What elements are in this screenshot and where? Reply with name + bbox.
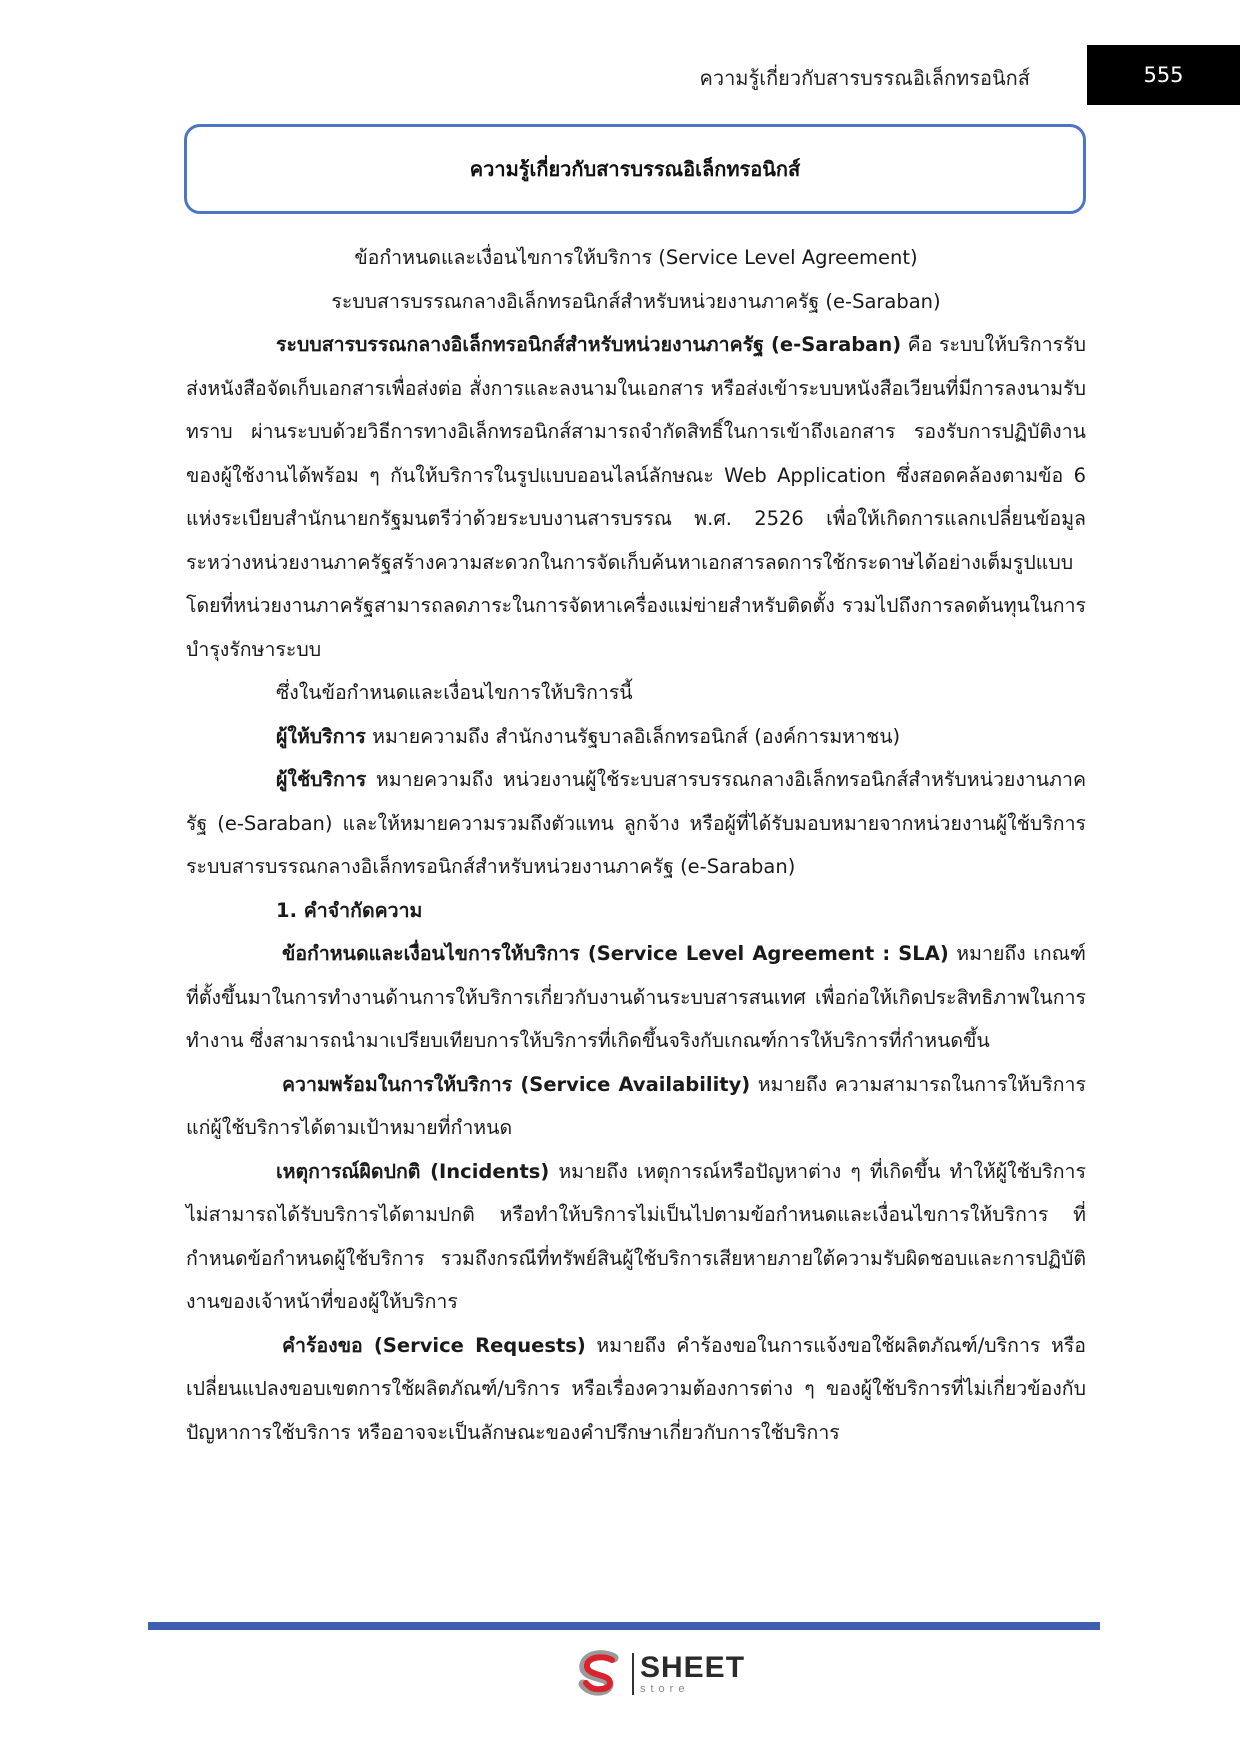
requests-term: คำร้องขอ (Service Requests) [282,1333,586,1357]
running-header-title: ความรู้เกี่ยวกับสารบรรณอิเล็กทรอนิกส์ [699,66,1030,90]
incidents-term: เหตุการณ์ผิดปกติ (Incidents) [276,1159,550,1183]
provider-paragraph [186,715,1086,759]
footer-logo [574,1648,745,1700]
logo-subword: store [640,1683,690,1695]
sla-definition: หมายถึง เกณฑ์ที่ตั้งขึ้นมาในการทำงานด้านการให้บริการเกี่ยวกับงานด้านระบบสารสนเทศ เพื่อก่อให้เกิดประสิทธิภาพในการทำงาน ซึ่งสามารถนำมาเปรียบเทียบการให้บริการที่เกิดขึ้นจริงกับเกณฑ์การให้บริการที่กำหนดขึ้น [186,942,1086,1052]
availability-term: ความพร้อมในการให้บริการ (Service Availability) [282,1072,751,1096]
subtitle-sla: ข้อกำหนดและเงื่อนไขการให้บริการ (Service Level Agreement) [354,246,918,269]
intro-term: ระบบสารบรรณกลางอิเล็กทรอนิกส์สำหรับหน่วยงานภาครัฐ (e-Saraban) [276,333,902,356]
intro-paragraph [186,323,1086,671]
document-body [186,236,1086,1454]
sla-paragraph [186,932,1086,1063]
section-heading-text: 1. คำจำกัดความ [276,898,423,922]
logo-word: SHEET [640,1651,746,1684]
page-number: 555 [1143,63,1184,87]
availability-definition: หมายถึง ความสามารถในการให้บริการแก่ผู้ใช้บริการได้ตามเป้าหมายที่กำหนด [186,1072,1086,1139]
requests-definition: หมายถึง คำร้องขอในการแจ้งขอใช้ผลิตภัณฑ์/บริการ หรือเปลี่ยนแปลงขอบเขตการใช้ผลิตภัณฑ์/บริการ หรือเรื่องความต้องการต่าง ๆ ของผู้ใช้บริการที่ไม่เกี่ยวข้องกับปัญหาการใช้บริการ หรืออาจจะเป็นลักษณะของคำปรึกษาเกี่ยวกับการใช้บริการ [186,1333,1086,1444]
provider-definition: หมายความถึง สำนักงานรัฐบาลอิเล็กทรอนิกส์ (องค์การมหาชน) [365,724,901,748]
user-paragraph [186,758,1086,889]
availability-paragraph [186,1063,1086,1150]
requests-paragraph [186,1324,1086,1455]
incidents-paragraph [186,1150,1086,1324]
logo-text [640,1653,745,1695]
incidents-definition: หมายถึง เหตุการณ์หรือปัญหาต่าง ๆ ที่เกิดขึ้น ทำให้ผู้ใช้บริการไม่สามารถได้รับบริการได้ตามปกติ หรือทำให้บริการไม่เป็นไปตามข้อกำหนดและเงื่อนไขการให้บริการ ที่กำหนดข้อกำหนดผู้ใช้บริการ รวมถึงกรณีที่ทรัพย์สินผู้ใช้บริการเสียหายภายใต้ความรับผิดชอบและการปฏิบัติงานของเจ้าหน้าที่ของผู้ให้บริการ [186,1159,1086,1313]
user-definition: หมายความถึง หน่วยงานผู้ใช้ระบบสารบรรณกลางอิเล็กทรอนิกส์สำหรับหน่วยงานภาครัฐ (e-Saraban) และให้หมายความรวมถึงตัวแทน ลูกจ้าง หรือผู้ที่ได้รับมอบหมายจากหน่วยงานผู้ใช้บริการระบบสารบรรณกลางอิเล็กทรอนิกส์สำหรับหน่วยงานภาครัฐ (e-Saraban) [186,768,1086,878]
intro-definition: คือ ระบบให้บริการรับส่งหนังสือจัดเก็บเอกสารเพื่อส่งต่อ สั่งการและลงนามในเอกสาร หรือส่งเข้าระบบหนังสือเวียนที่มีการลงนามรับทราบ ผ่านระบบด้วยวิธีการทางอิเล็กทรอนิกส์สามารถจำกัดสิทธิ์ในการเข้าถึงเอกสาร รองรับการปฏิบัติงานของผู้ใช้งานได้พร้อม ๆ กันให้บริการในรูปแบบออนไลน์ลักษณะ Web Application ซึ่งสอดคล้องตามข้อ 6 แห่งระเบียบสำนักนายกรัฐมนตรีว่าด้วยระบบงานสารบรรณ พ.ศ. 2526 เพื่อให้เกิดการแลกเปลี่ยนข้อมูลระหว่างหน่วยงานภาครัฐสร้างความสะดวกในการจัดเก็บค้นหาเอกสารลดการใช้กระดาษได้อย่างเต็มรูปแบบ โดยที่หน่วยงานภาครัฐสามารถลดภาระในการจัดหาเครื่องแม่ข่ายสำหรับติดตั้ง รวมไปถึงการลดต้นทุนในการบำรุงรักษาระบบ [186,333,1086,661]
sheet-store-logo-icon [574,1648,626,1700]
title-box-text: ความรู้เกี่ยวกับสารบรรณอิเล็กทรอนิกส์ [469,157,801,181]
page-number-box [1087,45,1240,105]
section-heading [186,889,1086,933]
subtitle-system: ระบบสารบรรณกลางอิเล็กทรอนิกส์สำหรับหน่วยงานภาครัฐ (e-Saraban) [331,289,941,313]
title-box [184,124,1086,214]
sla-term: ข้อกำหนดและเงื่อนไขการให้บริการ (Service Level Agreement : SLA) [282,942,949,965]
provider-term: ผู้ให้บริการ [276,724,366,748]
user-term: ผู้ใช้บริการ [276,768,367,791]
logo-separator [632,1653,634,1695]
footer-rule [148,1622,1100,1630]
terms-intro: ซึ่งในข้อกำหนดและเงื่อนไขการให้บริการนี้ [276,681,633,704]
